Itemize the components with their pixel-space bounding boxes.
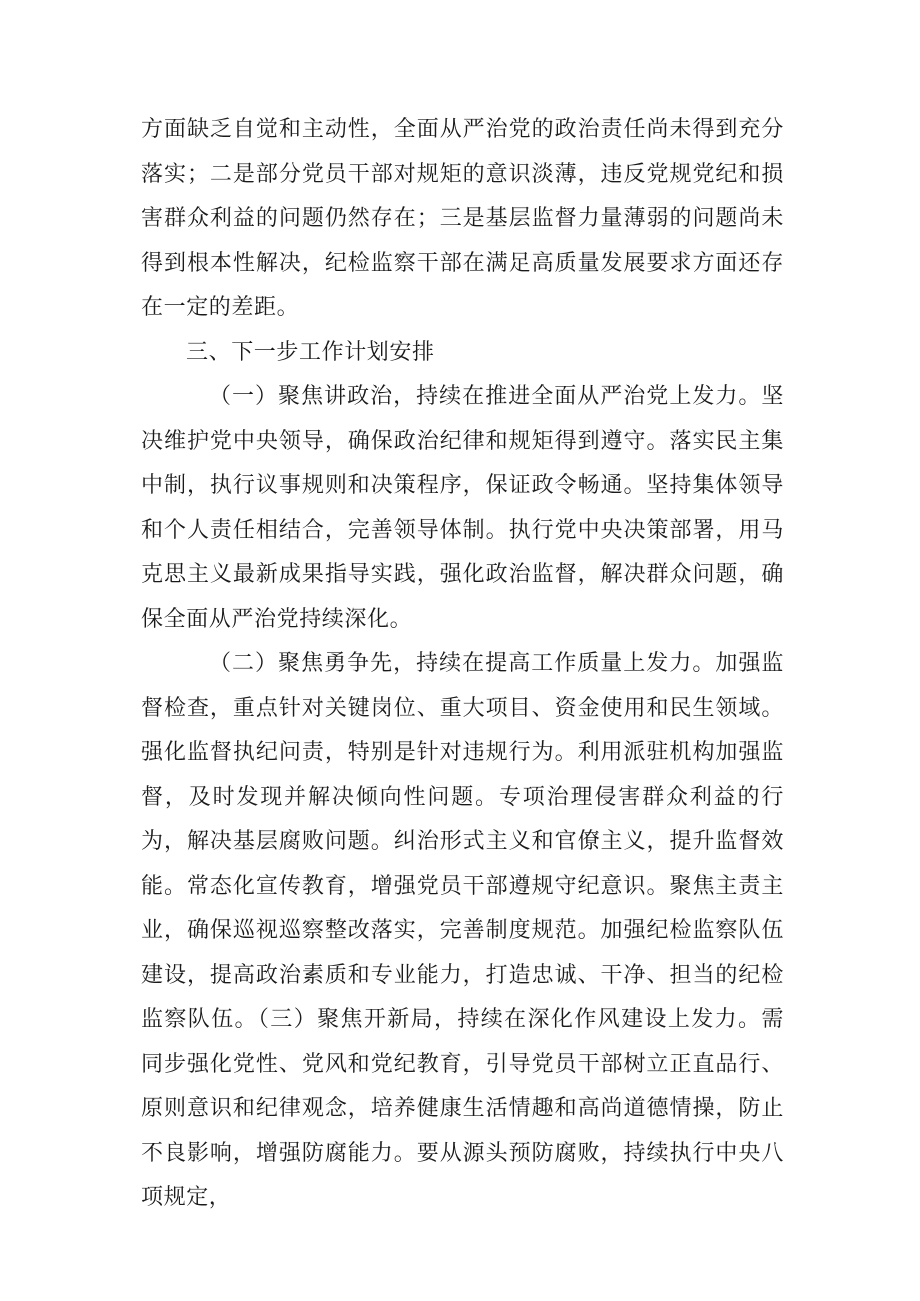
paragraph-item-2: （二）聚焦勇争先，持续在提高工作质量上发力。加强监督检查，重点针对关键岗位、重大项目、资金使用和民生领域。强化监督执纪问责，特别是针对违规行为。利用派驻机构加强监督，及时发现并解决倾向性问题。专项治理侵害群众利益的行为，解决基层腐败问题。纠治形式主义和官僚主义，提升监督效能。常态化宣传教育，增强党员干部遵规守纪意识。聚焦主责主业，确保巡视巡察整改落实，完善制度规范。加强纪检监察队伍建设，提高政治素质和专业能力，打造忠诚、干净、担当的纪检监察队伍。（三）聚焦开新局，持续在深化作风建设上发力。需同步强化党性、党风和党纪教育，引导党员干部树立正直品行、原则意识和纪律观念，培养健康生活情趣和高尚道德情操，防止不良影响，增强防腐能力。要从源头预防腐败，持续执行中央八项规定， (141, 651, 784, 1210)
paragraph-item-1: （一）聚焦讲政治，持续在推进全面从严治党上发力。坚决维护党中央领导，确保政治纪律和规矩得到遵守。落实民主集中制，执行议事规则和决策程序，保证政令畅通。坚持集体领导和个人责任相结合，完善领导体制。执行党中央决策部署，用马克思主义最新成果指导实践，强化政治监督，解决群众问题，确保全面从严治党持续深化。 (141, 384, 784, 632)
section-heading-next-steps: 三、下一步工作计划安排 (186, 339, 435, 365)
document-page (141, 108, 784, 1221)
paragraph-continued: 方面缺乏自觉和主动性，全面从严治党的政治责任尚未得到充分落实；二是部分党员干部对规矩的意识淡薄，违反党规党纪和损害群众利益的问题仍然存在；三是基层监督力量薄弱的问题尚未得到根本性解决，纪检监察干部在满足高质量发展要求方面还存在一定的差距。 (141, 117, 784, 320)
